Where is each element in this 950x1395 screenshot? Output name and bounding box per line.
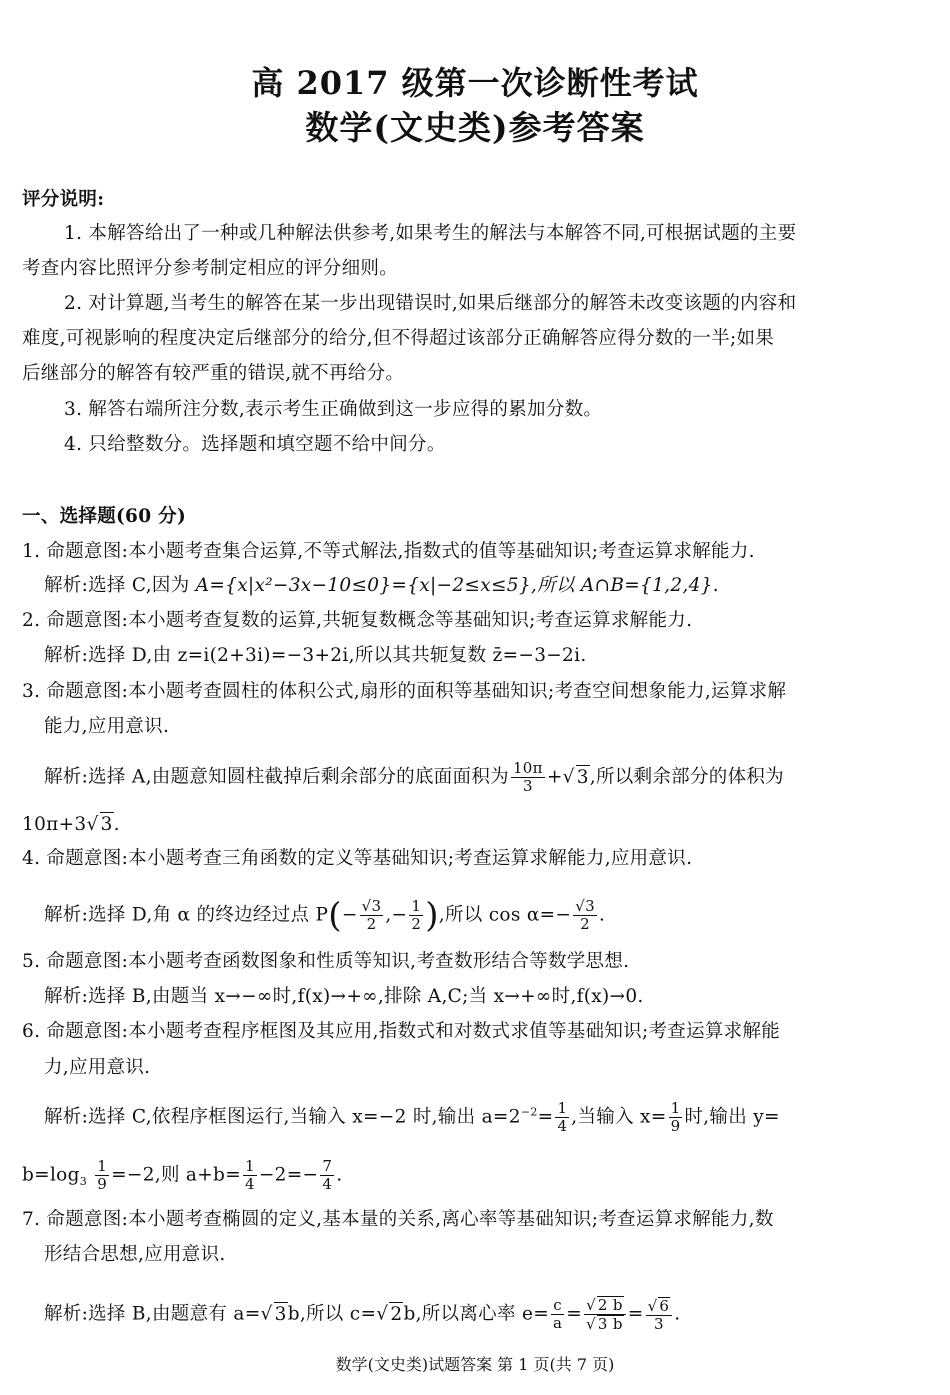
q7-dot: . (674, 1303, 681, 1325)
q7-analysis: 解析:选择 B,由题意有 a=√ 3b,所以 c=√ 2b,所以离心率 e= $\frac{c}{a}$ = $\frac{√ 2 b}{√ 3 b}$ = $\frac{√ 6}{3}$ . (44, 1296, 681, 1333)
q7-eq2: = (627, 1303, 644, 1325)
q6-a5: 时,输出 y= (684, 1106, 780, 1128)
q6-frac-sum-num: 1 (245, 1157, 255, 1175)
q7-frac-ca-den: a (553, 1314, 563, 1332)
q6-frac-quarter-den: 4 (557, 1117, 568, 1135)
q4-dot: . (598, 904, 606, 926)
q3-volume: 10π+3 (22, 814, 87, 835)
q4-frac-x (360, 898, 384, 933)
q5-analysis: 解析:选择 B,由题当 x→−∞时,f(x)→+∞,排除 A,C;当 x→+∞时,f(x)→0. (44, 986, 644, 1007)
q7-sqrt2: 2 (390, 1303, 403, 1325)
q4-intent: 4. 命题意图:本小题考查三角函数的定义等基础知识;考查运算求解能力,应用意识. (22, 848, 693, 869)
q3-analysis-prefix: 解析:选择 A,由题意知圆柱截掉后剩余部分的底面面积为 (44, 766, 509, 788)
q6-frac-quarter (555, 1100, 569, 1135)
q3-analysis-suffix: ,所以剩余部分的体积为 (589, 766, 784, 788)
scoring-item-2-cont2: 后继部分的解答有较严重的错误,就不再给分。 (22, 363, 405, 384)
q6-frac-result-den: 4 (322, 1175, 333, 1193)
q4-frac-y (409, 898, 423, 933)
q7-sqrt3: 3 (274, 1303, 287, 1325)
q4-frac-x-den: 2 (366, 915, 377, 933)
q6-frac-log-num: 1 (97, 1157, 108, 1175)
q7-frac-bb-num-val: 2 b (597, 1296, 623, 1314)
q7-frac-e (646, 1297, 673, 1333)
q2-analysis-expr: z=i(2+3i)=−3+2i,所以其共轭复数 z̄=−3−2i. (177, 645, 587, 666)
q1-analysis (44, 574, 932, 598)
q6-dot: . (336, 1164, 343, 1186)
exam-title: 高 2017 级第一次诊断性考试 (251, 64, 699, 102)
q3-dot: . (113, 814, 120, 835)
q7-frac-bb-den-val: 3 b (597, 1315, 623, 1333)
q4-comma: , (385, 904, 392, 926)
q4-frac-y-den: 2 (411, 915, 422, 933)
q6-frac-ninth-den: 9 (670, 1117, 681, 1135)
q3-analysis-cont: 10π+3√ 3. (22, 814, 120, 835)
q3-intent: 3. 命题意图:本小题考查圆柱的体积公式,扇形的面积等基础知识;考查空间想象能力,运算求解 (22, 681, 787, 702)
q4-frac-cos-den: 2 (580, 915, 590, 933)
scoring-item-3: 3. 解答右端所注分数,表示考生正确做到这一步应得的累加分数。 (64, 399, 603, 420)
q6-intent: 6. 命题意图:本小题考查程序框图及其应用,指数式和对数式求值等基础知识;考查运算求解能 (22, 1021, 781, 1042)
q4-frac-x-num: √3 (361, 897, 382, 915)
q7-frac-ca-num: c (551, 1297, 564, 1315)
q3-frac-num: 10π (512, 759, 543, 777)
q6-analysis-cont (22, 1158, 932, 1194)
q7-frac-bb-den: √ 3 b (586, 1315, 623, 1333)
q6-log-base: 3 (79, 1175, 88, 1189)
q7-intent-cont: 形结合思想,应用意识. (44, 1244, 226, 1265)
q3-fraction (511, 760, 545, 795)
q6-exp: −2 (520, 1105, 538, 1119)
q4-frac-y-num: 1 (411, 897, 422, 915)
answer-title: 数学(文史类)参考答案 (305, 108, 645, 147)
q7-c: b,所以离心率 e= (403, 1303, 549, 1325)
q6-frac-log (95, 1158, 109, 1193)
scoring-item-2-cont: 难度,可视影响的程度决定后继部分的给分,但不得超过该部分正确解答应得分数的一半;如果 (22, 328, 775, 349)
q6-intent-cont: 力,应用意识. (44, 1057, 151, 1078)
q6-b4: −2=− (258, 1164, 319, 1186)
q4-frac-cos (573, 898, 597, 933)
q3-intent-cont: 能力,应用意识. (44, 716, 170, 737)
q7-frac-ca (551, 1297, 564, 1332)
q6-a4: ,当输入 x= (571, 1106, 667, 1128)
q6-frac-result (320, 1158, 334, 1193)
q6-analysis (44, 1100, 932, 1135)
q4-analysis-prefix: 解析:选择 D,角 α 的终边经过点 P (44, 904, 329, 926)
q4-analysis: 解析:选择 D,角 α 的终边经过点 P(− $\frac{√3}{2}$ ,− $\frac{1}{2}$ ),所以 cos α=− $\frac{√3}{2}$ . (44, 895, 606, 936)
q7-frac-e-num: √ 6 (646, 1297, 673, 1316)
q6-frac-result-num: 7 (322, 1157, 333, 1175)
page-footer: 数学(文史类)试题答案 第 1 页(共 7 页) (335, 1355, 615, 1374)
q6-b3: =−2,则 a+b= (111, 1164, 242, 1186)
q6-frac-ninth-num: 1 (670, 1099, 681, 1117)
q7-intent: 7. 命题意图:本小题考查椭圆的定义,基本量的关系,离心率等基础知识;考查运算求解能力,数 (22, 1209, 774, 1230)
q6-eq: = (537, 1106, 554, 1128)
scoring-item-2: 2. 对计算题,当考生的解答在某一步出现错误时,如果后继部分的解答未改变该题的内容和 (64, 293, 797, 314)
q2-intent: 2. 命题意图:本小题考查复数的运算,共轭复数概念等基础知识;考查运算求解能力. (22, 610, 693, 631)
q2-analysis (44, 644, 932, 668)
q7-frac-bb (584, 1296, 626, 1333)
q7-eq1: = (566, 1303, 583, 1325)
scoring-item-1-cont: 考查内容比照评分参考制定相应的评分细则。 (22, 258, 399, 279)
q4-frac-cos-num: √3 (575, 897, 595, 915)
q7-a: 解析:选择 B,由题意有 a= (44, 1303, 261, 1325)
q1-intent: 1. 命题意图:本小题考查集合运算,不等式解法,指数式的值等基础知识;考查运算求解能力. (22, 541, 755, 562)
q7-frac-e-num-val: 6 (659, 1296, 670, 1315)
scoring-item-4: 4. 只给整数分。选择题和填空题不给中间分。 (64, 434, 446, 455)
q3-volume-sqrt: 3 (100, 814, 113, 835)
q1-analysis-expr: A={x|x²−3x−10≤0}={x|−2≤x≤5},所以 A∩B={1,2,4}. (195, 575, 719, 596)
q6-frac-sum (243, 1158, 257, 1193)
q6-frac-ninth (669, 1100, 683, 1135)
scoring-item-1: 1. 本解答给出了一种或几种解法供参考,如果考生的解法与本解答不同,可根据试题的主要 (64, 223, 797, 244)
q1-analysis-prefix: 解析:选择 C,因为 (44, 575, 196, 596)
section-heading: 一、选择题(60 分) (22, 506, 186, 527)
q6-frac-quarter-num: 1 (557, 1099, 568, 1117)
q6-frac-sum-den: 4 (245, 1175, 255, 1193)
q7-frac-bb-num: √ 2 b (584, 1296, 626, 1315)
q6-frac-log-den: 9 (97, 1175, 108, 1193)
q5-intent: 5. 命题意图:本小题考查函数图象和性质等知识,考查数形结合等数学思想. (22, 951, 630, 972)
q3-frac-den: 3 (522, 777, 533, 795)
q7-b: b,所以 c= (287, 1303, 377, 1325)
q4-analysis-mid: ,所以 cos α=− (438, 904, 572, 926)
q2-analysis-prefix: 解析:选择 D,由 (44, 645, 178, 666)
q3-analysis: 解析:选择 A,由题意知圆柱截掉后剩余部分的底面面积为 $\frac{10\pi}{3}$ +√ 3,所以剩余部分的体积为 (44, 759, 784, 795)
q6-a1: 解析:选择 C,依程序框图运行,当输入 x=−2 时,输出 a=2 (44, 1106, 521, 1128)
scoring-heading: 评分说明: (22, 189, 105, 210)
q7-frac-e-den: 3 (653, 1314, 664, 1333)
q6-b1: b=log (22, 1164, 80, 1186)
q3-sqrt: 3 (576, 766, 589, 788)
